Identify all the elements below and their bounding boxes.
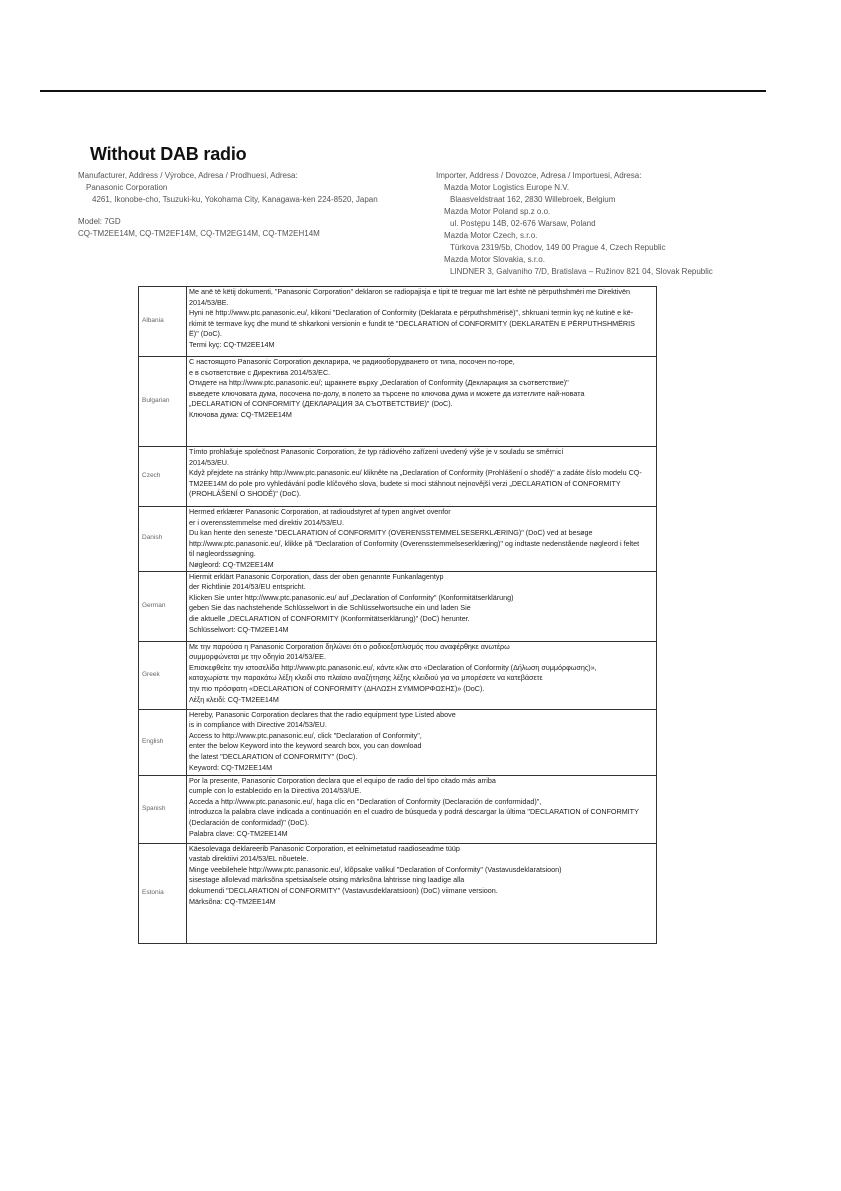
table-row: [139, 641, 657, 709]
table-row: [139, 507, 657, 572]
declaration-line: Palabra clave: CQ-TM2EE14M: [189, 828, 288, 838]
declaration-line: Με την παρούσα η Panasonic Corporation δηλώνει ότι ο ραδιοεξοπλισμός που αναφέρθηκε ανωτέρω: [189, 641, 510, 651]
declaration-line: die aktuelle „DECLARATION of CONFORMITY (Konformitätserklärung)" (DoC) herunter.: [189, 613, 470, 623]
declaration-line: geben Sie das nachstehende Schlüsselwort in die Schlüsselwortsuche ein und laden Sie: [189, 603, 471, 613]
declaration-text: [187, 447, 657, 507]
declaration-line: Märksõna: CQ-TM2EE14M: [189, 896, 276, 906]
declaration-line: er i overensstemmelse med direktiv 2014/53/EU.: [189, 517, 344, 527]
declaration-text: [187, 709, 657, 775]
declaration-line: is in compliance with Directive 2014/53/EU.: [189, 720, 327, 730]
declaration-line: vastab direktiivi 2014/53/EL nõuetele.: [189, 854, 309, 864]
manufacturer-address: 4261, Ikonobe-cho, Tsuzuki-ku, Yokohama City, Kanagawa-ken 224-8520, Japan: [92, 195, 378, 204]
declaration-line: Käesolevaga deklareerib Panasonic Corporation, et eelnimetatud raadioseadme tüüp: [189, 843, 460, 853]
declaration-line: TM2EE14M do pole pro vyhledávání podle klíčového slova, budete si moci stáhnout nejnovější verzi „DECLARATION of CONFORMITY: [189, 478, 621, 488]
importer-name: Mazda Motor Slovakia, s.r.o.: [444, 255, 545, 264]
manufacturer-name: Panasonic Corporation: [86, 183, 168, 192]
declaration-line: introduzca la palabra clave indicada a continuación en el cuadro de búsqueda y podrá descargar la última "DECLARATION of CONFORMITY: [189, 807, 639, 817]
declaration-text: [187, 843, 657, 943]
declaration-line: Hereby, Panasonic Corporation declares that the radio equipment type Listed above: [189, 709, 456, 719]
declaration-line: Klicken Sie unter http://www.ptc.panasonic.eu/ auf „Declaration of Conformity" (Konformitätserklärung): [189, 592, 514, 602]
declaration-line: Me anë të këtij dokumenti, "Panasonic Corporation" deklaron se radiopajisja e tipit të treguar më lart është në përputhshmëri me Direktivën: [189, 287, 630, 296]
declaration-table: [138, 286, 657, 944]
page-heading: Without DAB radio: [90, 144, 247, 164]
declaration-line: rkimit të termave kyç dhe mund të shkarkoni versionin e fundit të "DECLARATION of CONFORMITY (DEKLARATËN E PËRPUTHSHMËRIS: [189, 318, 635, 328]
importer-address: LINDNER 3, Galvaniho 7/D, Bratislava – Ružinov 821 04, Slovak Republic: [450, 267, 713, 276]
declaration-text: [187, 287, 657, 357]
language-label: Estonia: [139, 843, 187, 943]
declaration-line: Minge veebilehele http://www.ptc.panasonic.eu/, klõpsake valikul "Declaration of Conformity" (Vastavusdeklaratsioon): [189, 864, 562, 874]
declaration-line: Hermed erklærer Panasonic Corporation, at radioudstyret af typen angivet ovenfor: [189, 507, 451, 516]
language-label: Bulgarian: [139, 357, 187, 447]
declaration-line: „DECLARATION of CONFORMITY (ДЕКЛАРАЦИЯ ЗА СЪОТВЕТСТВИЕ)" (DoC).: [189, 399, 453, 409]
declaration-text: [187, 775, 657, 843]
declaration-line: der Richtlinie 2014/53/EU entspricht.: [189, 582, 306, 592]
model-list: CQ-TM2EE14M, CQ-TM2EF14M, CQ-TM2EG14M, CQ-TM2EH14M: [78, 229, 320, 238]
declaration-line: 2014/53/BE.: [189, 297, 229, 307]
model-label: Model: 7GD: [78, 217, 121, 226]
importer-address: ul. Postępu 14B, 02-676 Warsaw, Poland: [450, 219, 596, 228]
importer-address: Türkova 2319/5b, Chodov, 149 00 Prague 4, Czech Republic: [450, 243, 666, 252]
declaration-line: Schlüsselwort: CQ-TM2EE14M: [189, 624, 289, 634]
declaration-line: Ë)" (DoC).: [189, 329, 222, 339]
table-row: [139, 709, 657, 775]
declaration-text: [187, 507, 657, 572]
language-label: Greek: [139, 641, 187, 709]
importer-name: Mazda Motor Czech, s.r.o.: [444, 231, 538, 240]
language-label: Spanish: [139, 775, 187, 843]
table-row: [139, 843, 657, 943]
declaration-line: Отидете на http://www.ptc.panasonic.eu/; щракнете върху „Declaration of Conformity (Декларация за съответствие)": [189, 378, 569, 388]
declaration-line: (Declaración de conformidad)" (DoC).: [189, 817, 309, 827]
declaration-line: Keyword: CQ-TM2EE14M: [189, 762, 273, 772]
importer-block: [436, 170, 713, 278]
declaration-line: cumple con lo establecido en la Directiva 2014/53/UE.: [189, 786, 362, 796]
declaration-line: Acceda a http://www.ptc.panasonic.eu/, haga clic en "Declaration of Conformity (Declaración de conformidad)",: [189, 796, 542, 806]
declaration-line: (PROHLÁŠENÍ O SHODĚ)" (DoC).: [189, 489, 301, 499]
declaration-line: the latest "DECLARATION of CONFORMITY" (DoC).: [189, 751, 358, 761]
language-label: Albania: [139, 287, 187, 357]
table-row: [139, 357, 657, 447]
importer-address: Blaasveldstraat 162, 2830 Willebroek, Belgium: [450, 195, 616, 204]
declaration-line: συμμορφώνεται με την οδηγία 2014/53/ΕΕ.: [189, 652, 326, 662]
importer-name: Mazda Motor Poland sp.z o.o.: [444, 207, 551, 216]
manufacturer-label: Manufacturer, Address / Výrobce, Adresa / Prodhuesi, Adresa:: [78, 171, 298, 180]
declaration-line: καταχωρίστε την παρακάτω λέξη κλειδί στο πλαίσιο αναζήτησης λέξης κλειδιού για να μπορέσετε να κατεβάσετε: [189, 673, 543, 683]
declaration-line: sisestage allolevad märksõna spetsiaalsele otsing märksõna lahtrisse ning laadige alla: [189, 875, 465, 885]
table-row: [139, 775, 657, 843]
declaration-line: Když přejdete na stránky http://www.ptc.panasonic.eu/ klikněte na „Declaration of Conformity (Prohlášení o shodě)" a zadáte číslo modelu CQ-: [189, 468, 642, 478]
header-rule: [40, 90, 766, 92]
declaration-line: http://www.ptc.panasonic.eu/, klikke på "Declaration of Conformity (Overensstemmelseserklæring)" og indtaste nedenstående nøgleord i feltet: [189, 538, 640, 548]
declaration-text: [187, 357, 657, 447]
declaration-line: Nøgleord: CQ-TM2EE14M: [189, 559, 274, 569]
declaration-line: 2014/53/EU.: [189, 457, 229, 467]
declaration-line: Tímto prohlašuje společnost Panasonic Corporation, že typ rádiového zařízení uvedený výše je v souladu se směrnicí: [189, 447, 564, 456]
declaration-line: enter the below Keyword into the keyword search box, you can download: [189, 741, 422, 751]
declaration-line: въведете ключовата дума, посочена по-долу, в полето за търсене по ключова дума и можете да изтеглите най-новата: [189, 388, 585, 398]
declaration-text: [187, 641, 657, 709]
declaration-line: Λέξη κλειδί: CQ-TM2EE14M: [189, 694, 279, 704]
declaration-line: dokumendi "DECLARATION of CONFORMITY" (Vastavusdeklaratsioon) (DoC) viimane versioon.: [189, 885, 498, 895]
language-label: English: [139, 709, 187, 775]
importer-name: Mazda Motor Logistics Europe N.V.: [444, 183, 570, 192]
declaration-line: til nøgleordssøgning.: [189, 549, 256, 559]
declaration-line: Επισκεφθείτε την ιστοσελίδα http://www.ptc.panasonic.eu/, κάντε κλικ στο «Declaration of Conformity (Δήλωση συμμόρφωσης)»,: [189, 662, 597, 672]
declaration-line: Hyni në http://www.ptc.panasonic.eu/, klikoni "Declaration of Conformity (Deklarata e përputhshmërisë)", shkruani termin kyç në kutinë e kë-: [189, 308, 634, 318]
table-row: [139, 571, 657, 641]
table-row: [139, 287, 657, 357]
language-label: German: [139, 571, 187, 641]
language-label: Czech: [139, 447, 187, 507]
declaration-text: [187, 571, 657, 641]
declaration-line: Por la presente, Panasonic Corporation declara que el equipo de radio del tipo citado más arriba: [189, 775, 496, 785]
table-row: [139, 447, 657, 507]
language-label: Danish: [139, 507, 187, 572]
importer-label: Importer, Address / Dovozce, Adresa / Importuesi, Adresa:: [436, 171, 642, 180]
declaration-line: Access to http://www.ptc.panasonic.eu/, click "Declaration of Conformity",: [189, 730, 422, 740]
declaration-line: την πιο πρόσφατη «DECLARATION of CONFORMITY (ΔΗΛΩΣΗ ΣΥΜΜΟΡΦΩΣΗΣ)» (DoC).: [189, 683, 485, 693]
declaration-line: е в съответствие с Директива 2014/53/ЕС.: [189, 367, 331, 377]
declaration-line: Du kan hente den seneste "DECLARATION of CONFORMITY (OVERENSSTEMMELSESERKLÆRING)" (DoC) ved at besøge: [189, 528, 593, 538]
declaration-line: Hiermit erklärt Panasonic Corporation, dass der oben genannte Funkanlagentyp: [189, 571, 444, 581]
declaration-line: Termi kyç: CQ-TM2EE14M: [189, 339, 275, 349]
declaration-line: С настоящото Panasonic Corporation декларира, че радиооборудването от типа, посочен по-горе,: [189, 357, 515, 366]
declaration-line: Ключова дума: CQ-TM2EE14M: [189, 409, 292, 419]
manufacturer-block: [78, 170, 378, 240]
